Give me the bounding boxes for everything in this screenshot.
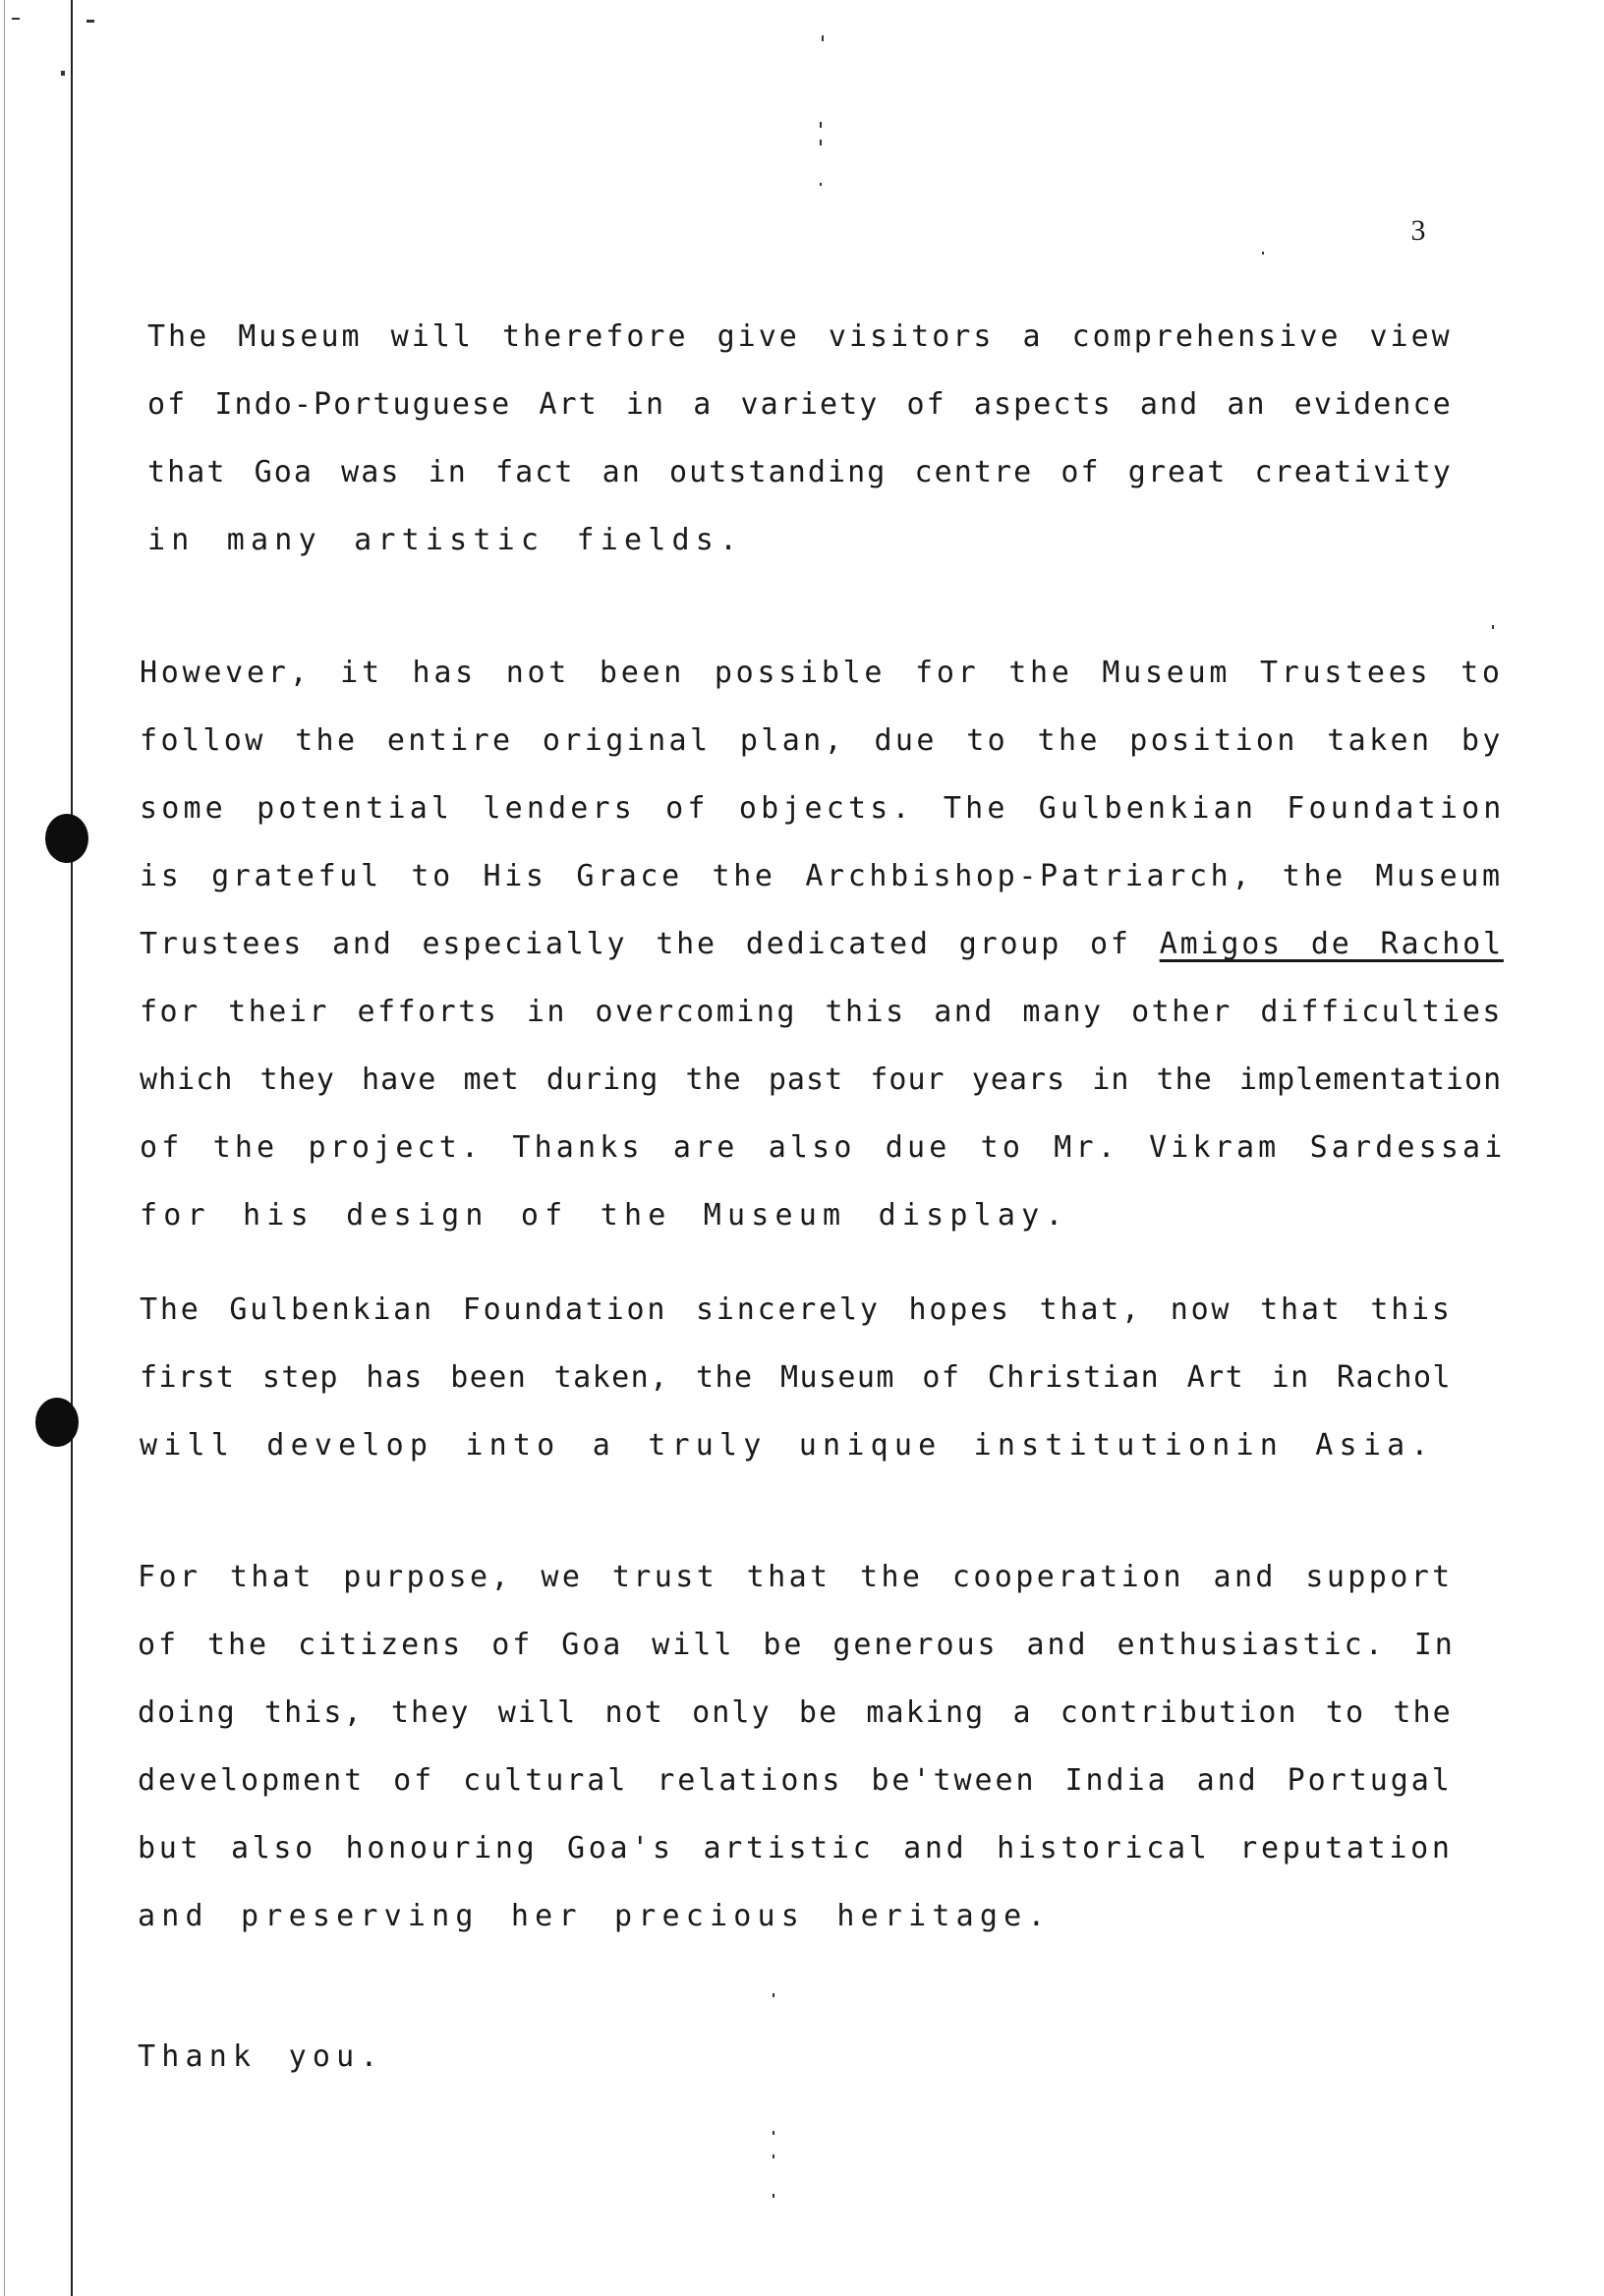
page-number: 3 [1410, 214, 1426, 247]
scan-edge-line [4, 0, 5, 2296]
text-line: but also honouring Goa's artistic and historical reputation [138, 1831, 1454, 1866]
text-line: in many artistic fields. [147, 523, 744, 557]
scan-speck [773, 2131, 774, 2135]
scan-speck [820, 183, 822, 186]
text-line: For that purpose, we trust that the cooperation and support [138, 1560, 1454, 1594]
paragraph-1 [147, 303, 1464, 574]
underlined-group-name: Amigos de Rachol [1159, 927, 1504, 961]
scan-speck [820, 140, 822, 145]
text-line: development of cultural relations be'tween India and Portugal [138, 1763, 1453, 1798]
scan-speck [773, 1993, 774, 1997]
text-line: will develop into a truly unique institutionin Asia. [140, 1428, 1435, 1463]
text-line: and preserving her precious heritage. [138, 1899, 1052, 1933]
punch-hole-icon [45, 814, 88, 863]
text-line: Thank you. [138, 2039, 384, 2074]
text-line: that Goa was in fact an outstanding centre of great creativity [147, 455, 1453, 489]
text-line: some potential lenders of objects. The Gulbenkian Foundation [140, 791, 1506, 826]
text-line: However, it has not been possible for the Museum Trustees to [140, 656, 1504, 690]
binder-margin-line [71, 0, 73, 2296]
text-line: for his design of the Museum display. [140, 1198, 1069, 1233]
scan-speck [820, 122, 822, 128]
text-line: The Gulbenkian Foundation sincerely hopes that, now that this [140, 1292, 1453, 1327]
scan-speck [773, 2154, 774, 2158]
text-line: The Museum will therefore give visitors a comprehensive view [147, 319, 1453, 354]
scan-speck [61, 71, 65, 76]
paragraph-4 [138, 1543, 1464, 1950]
scan-speck [1262, 252, 1264, 255]
text-line: is grateful to His Grace the Archbishop-Patriarch, the Museum [140, 859, 1504, 893]
text-line: which they have met during the past four years in the implementation [140, 1062, 1503, 1097]
scan-speck [773, 2194, 774, 2198]
text-line: of the project. Thanks are also due to Mr. Vikram Sardessai [140, 1130, 1507, 1165]
punch-hole-icon [35, 1398, 79, 1447]
text-line: of Indo-Portuguese Art in a variety of aspects and an evidence [147, 387, 1453, 422]
scan-speck [12, 18, 20, 20]
text-segment: Trustees and especially the dedicated group of [140, 927, 1160, 961]
scan-speck [822, 35, 824, 41]
scan-speck [1492, 625, 1494, 629]
paragraph-3 [140, 1276, 1464, 1479]
text-line: follow the entire original plan, due to the position taken by [140, 723, 1504, 758]
closing-line [138, 2023, 531, 2091]
text-line [140, 910, 1516, 978]
text-line: first step has been taken, the Museum of Christian Art in Rachol [140, 1360, 1452, 1395]
scan-speck [86, 20, 94, 23]
text-line: for their efforts in overcoming this and many other difficulties [140, 995, 1503, 1029]
paragraph-2 [140, 639, 1516, 1249]
text-line: of the citizens of Goa will be generous and enthusiastic. In [138, 1628, 1456, 1662]
text-line: doing this, they will not only be making a contribution to the [138, 1695, 1453, 1730]
